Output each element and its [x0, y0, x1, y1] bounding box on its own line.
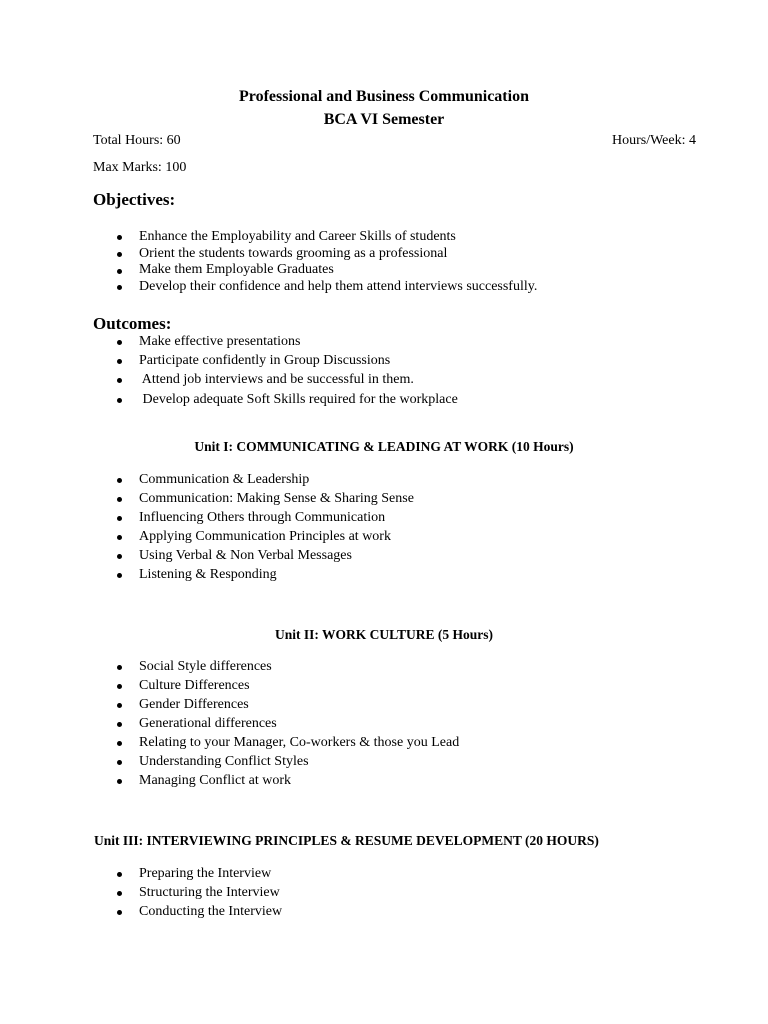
bullet-icon: [117, 872, 122, 877]
bullet-icon: [117, 760, 122, 765]
unit-3-heading: Unit III: INTERVIEWING PRINCIPLES & RESUME DEVELOPMENT (20 HOURS): [94, 833, 599, 848]
bullet-icon: [117, 741, 122, 746]
bullet-icon: [117, 497, 122, 502]
bullet-icon: [117, 478, 122, 483]
max-marks: Max Marks: 100: [93, 160, 187, 175]
bullet-icon: [117, 359, 122, 364]
course-title: Professional and Business Communication: [239, 88, 529, 105]
bullet-icon: [117, 516, 122, 521]
bullet-icon: [117, 554, 122, 559]
syllabus-page: Professional and Business Communication BCA VI Semester Total Hours: 60 Hours/Week: 4 Max Marks: 100 Objectives: Enhance the Employability and Career Skills of students Orient the students towards grooming as a professional Make them Employable Graduates Develop their confidence and help them attend interviews successfully. Outcomes: Make effective presentations Participate confidently in Group Discussions Attend job interviews and be successful in them. Develop adequate Soft Skills required for the workplace Unit I: COMMUNICATING & LEADING AT WORK (10 Hours) Communication & Leadership Communication: Making Sense & Sharing Sense Influencing Others through Communication Applying Communication Principles at work Using Verbal & Non Verbal Messages Listening & Responding Unit II: WORK CULTURE (5 Hours) Social Style differences Culture Differences Gender Differences Generational differences Relating to your Manager, Co-workers & those you Lead Understanding Conflict Styles Managing Conflict at work Unit III: INTERVIEWING PRINCIPLES & RESUME DEVELOPMENT (20 HOURS) Preparing the Interview Structuring the Interview Conducting the Interview: [0, 0, 768, 1024]
total-hours: Total Hours: 60: [93, 133, 181, 148]
bullet-icon: [117, 252, 122, 257]
bullet-icon: [117, 665, 122, 670]
bullet-icon: [117, 703, 122, 708]
bullet-icon: [117, 378, 122, 383]
bullet-icon: [117, 891, 122, 896]
bullet-icon: [117, 269, 122, 274]
bullet-icon: [117, 779, 122, 784]
bullet-icon: [117, 910, 122, 915]
bullet-icon: [117, 573, 122, 578]
bullet-icon: [117, 285, 122, 290]
bullet-icon: [117, 535, 122, 540]
bullet-icon: [117, 722, 122, 727]
unit-2-heading: Unit II: WORK CULTURE (5 Hours): [275, 627, 493, 642]
bullet-icon: [117, 684, 122, 689]
course-semester: BCA VI Semester: [323, 111, 445, 128]
bullet-icon: [117, 235, 122, 240]
bullet-icon: [117, 340, 122, 345]
outcomes-heading: Outcomes:: [93, 314, 172, 333]
objectives-heading: Objectives:: [93, 190, 176, 209]
unit-1-heading: Unit I: COMMUNICATING & LEADING AT WORK (10 Hours): [194, 439, 574, 454]
bullet-icon: [117, 398, 122, 403]
hours-per-week: Hours/Week: 4: [611, 133, 696, 148]
